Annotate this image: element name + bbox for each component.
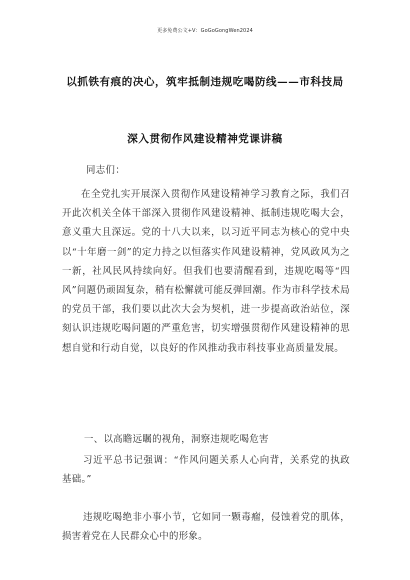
- document-title-line-2: 深入贯彻作风建设精神党课讲稿: [127, 133, 283, 145]
- section-heading-1: 一、以高瞻远瞩的视角，洞察违规吃喝危害: [84, 434, 269, 445]
- body-paragraph-1: 在全党扎实开展深入贯彻作风建设精神学习教育之际，我们召开此次机关全体干部深入贯彻作风建设精神、抵制违规吃喝大会，意义重大且深远。党的十八大以来，以习近平同志为核心的党中央以“十年磨一剑”的定力持之以恒落实作风建设精神，党风政风为之一新，社风民风持续向好。但我们也要清醒看到，违规吃喝等“四风”问题仍顽固复杂，稍有松懈就可能反弹回潮。作为市科学技术局的党员干部，我们要以此次大会为契机，进一步提高政治站位，深刻认识违规吃喝问题的严重危害，切实增强贯彻作风建设精神的思想自觉和行动自觉，以良好的作风推动我市科技事业高质量发展。: [62, 189, 350, 354]
- salutation: 同志们：: [86, 165, 126, 176]
- document-title-line-1: 以抓铁有痕的决心，筑牢抵制违规吃喝防线——市科技局: [66, 76, 344, 88]
- body-paragraph-3: 违规吃喝绝非小事小节，它如同一颗毒瘤，侵蚀着党的肌体，损害着党在人民群众心中的形象。: [62, 512, 350, 543]
- body-paragraph-2: 习近平总书记强调：“作风问题关系人心向背，关系党的执政基础。”: [62, 455, 350, 486]
- watermark-text: 更多免费公文+V：GoGoGongWen2024: [157, 28, 253, 34]
